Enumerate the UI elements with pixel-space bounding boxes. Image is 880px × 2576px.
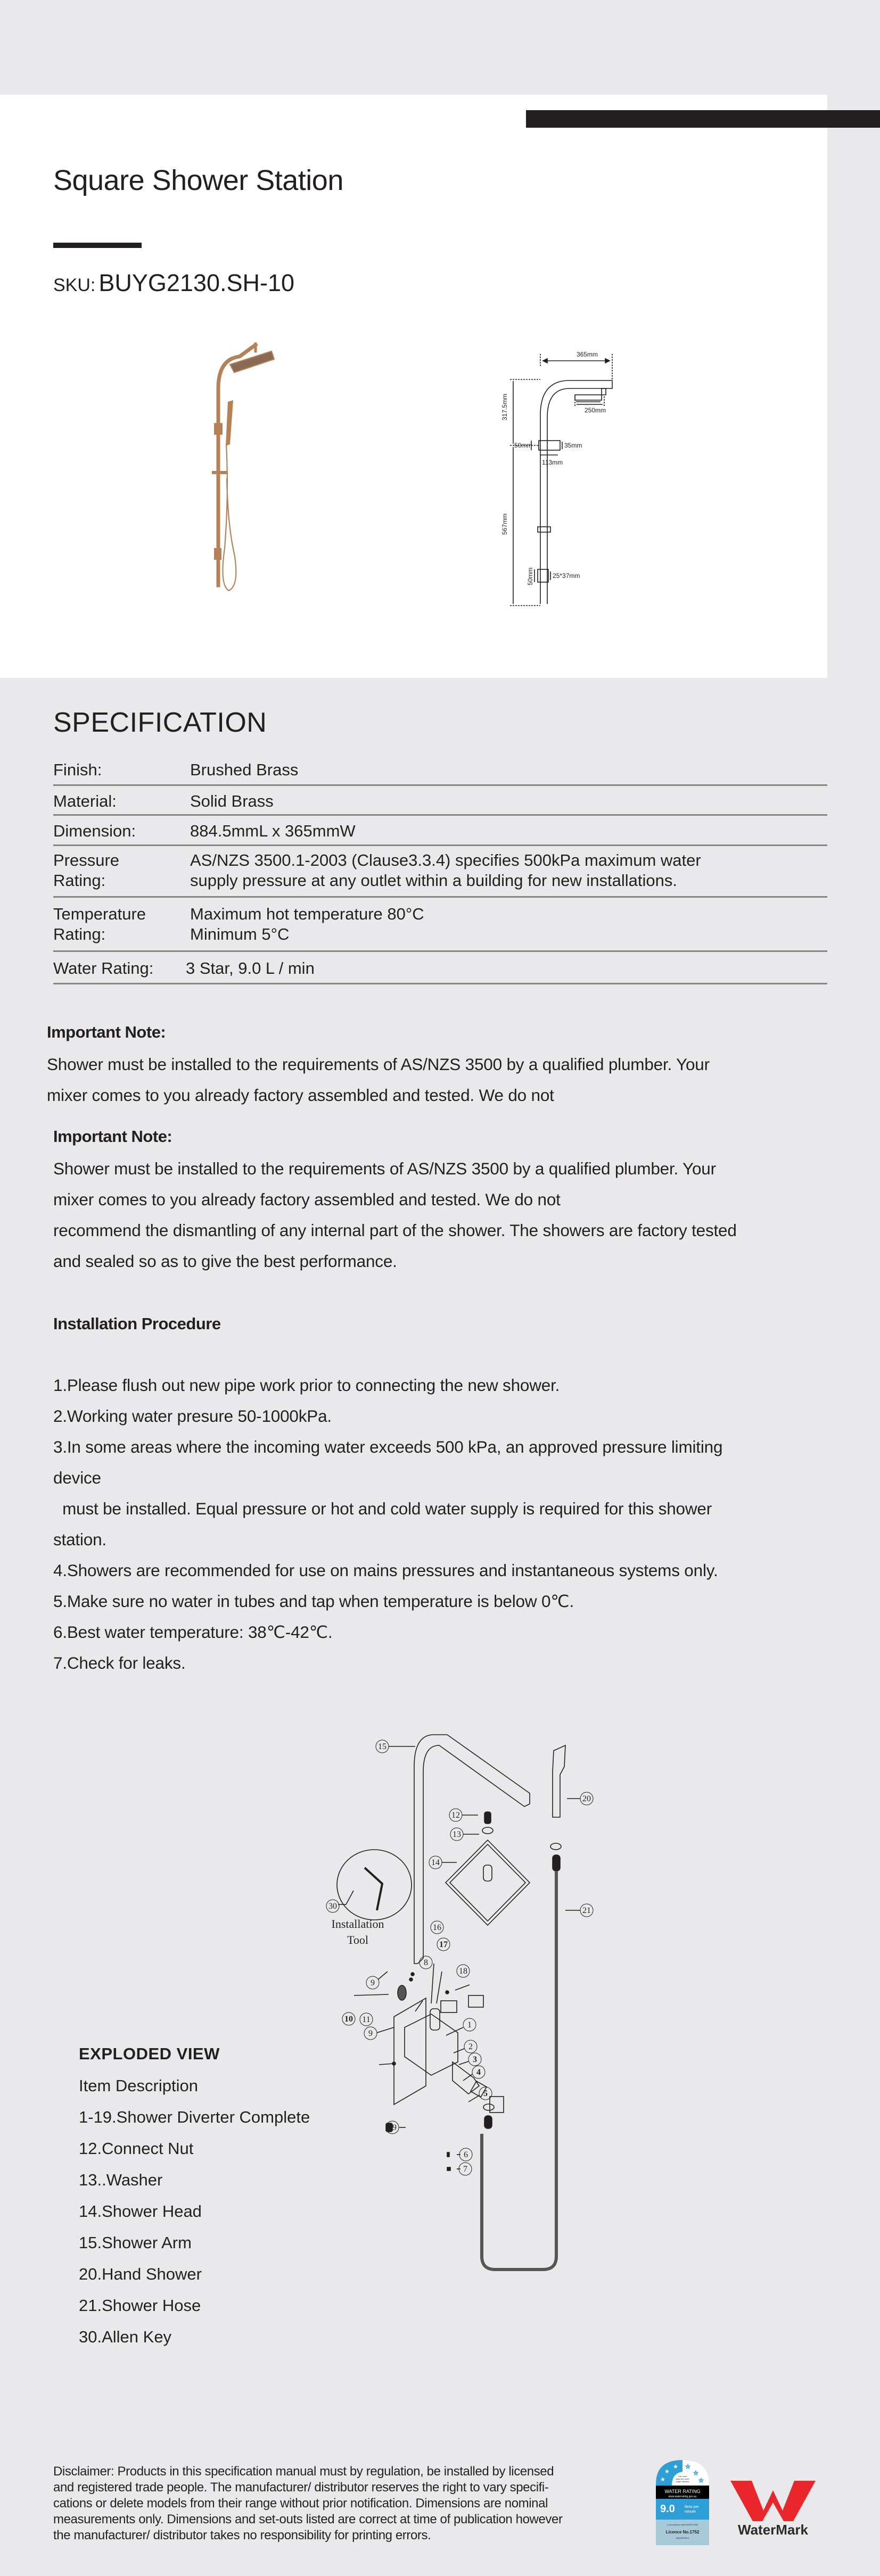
svg-text:18: 18 bbox=[459, 1967, 467, 1976]
exploded-item: 15.Shower Arm bbox=[79, 2233, 192, 2252]
callout bbox=[580, 1792, 593, 1805]
dim-label: 365mm bbox=[577, 351, 598, 358]
dim-label: 113mm bbox=[542, 459, 563, 466]
wall-plate-part bbox=[394, 1998, 426, 2105]
svg-text:AQUAPERLA: AQUAPERLA bbox=[676, 2537, 689, 2539]
svg-text:16: 16 bbox=[433, 1923, 441, 1932]
sku-label: SKU: bbox=[53, 275, 96, 295]
note-line: Shower must be installed to the requirements of AS/NZS 3500 by a qualified plumber. Your bbox=[47, 1055, 710, 1074]
spec-value: supply pressure at any outlet within a building for new installations. bbox=[190, 871, 678, 890]
svg-text:☆: ☆ bbox=[693, 2470, 698, 2476]
disclaimer bbox=[53, 2464, 628, 2544]
svg-text:9: 9 bbox=[371, 1978, 375, 1987]
svg-text:13: 13 bbox=[453, 1830, 461, 1839]
svg-text:stars the more: stars the more bbox=[676, 2478, 689, 2480]
callout bbox=[376, 1740, 389, 1753]
svg-text:19: 19 bbox=[388, 2123, 397, 2132]
spec-label: Pressure bbox=[53, 851, 120, 869]
svg-text:6: 6 bbox=[464, 2150, 468, 2159]
callout bbox=[459, 2163, 472, 2175]
note-line: Shower must be installed to the requirements of AS/NZS 3500 by a qualified plumber. Your bbox=[53, 1159, 716, 1178]
spec-row-dimension bbox=[53, 816, 827, 846]
disclaimer-line: and registered trade people. The manufacturer/ distributor reserves the right to vary specifi- bbox=[53, 2480, 549, 2495]
spec-label: Finish: bbox=[53, 760, 102, 779]
header-accent-bar bbox=[526, 110, 880, 128]
spec-label: Dimension: bbox=[53, 822, 136, 840]
svg-text:3: 3 bbox=[473, 2055, 477, 2064]
callout bbox=[457, 1965, 470, 1977]
svg-text:5: 5 bbox=[483, 2089, 488, 2098]
important-note-heading-1: Important Note: bbox=[47, 1023, 166, 1041]
callout bbox=[468, 2053, 481, 2066]
callout bbox=[464, 2040, 477, 2053]
svg-text:8: 8 bbox=[424, 1958, 428, 1967]
callout bbox=[437, 1938, 450, 1951]
callout bbox=[472, 2066, 485, 2078]
callout bbox=[463, 2018, 476, 2031]
dim-label: 567mm bbox=[501, 513, 508, 535]
spec-label: Rating: bbox=[53, 871, 106, 890]
svg-text:17: 17 bbox=[439, 1940, 448, 1949]
specification-heading: SPECIFICATION bbox=[53, 707, 267, 738]
spec-row-water-rating bbox=[53, 952, 827, 984]
svg-text:In accordance with AS/NZS 6400: In accordance with AS/NZS 6400 bbox=[667, 2523, 698, 2526]
svg-text:21: 21 bbox=[582, 1906, 591, 1915]
svg-text:20: 20 bbox=[582, 1794, 591, 1803]
product-photo bbox=[202, 335, 277, 601]
installation-step: 5.Make sure no water in tubes and tap when temperature is below 0℃. bbox=[53, 1592, 574, 1611]
exploded-view-diagram bbox=[319, 1713, 852, 2384]
callout bbox=[580, 1904, 593, 1917]
callout bbox=[360, 2013, 373, 2026]
spec-label: Rating: bbox=[53, 925, 106, 943]
callout bbox=[449, 1809, 462, 1821]
exploded-item: 13..Washer bbox=[79, 2171, 163, 2189]
svg-text:1: 1 bbox=[467, 2020, 472, 2030]
dim-label: 50mm bbox=[514, 442, 532, 449]
spec-row-temperature-rating bbox=[53, 898, 827, 952]
brass-shower-rail-image bbox=[212, 344, 274, 591]
spec-value: Solid Brass bbox=[190, 792, 274, 810]
svg-text:9: 9 bbox=[368, 2029, 373, 2038]
svg-text:☆: ☆ bbox=[698, 2478, 704, 2484]
shower-arm-part bbox=[414, 1735, 530, 1964]
installation-step: station. bbox=[53, 1530, 106, 1549]
installation-step: 4.Showers are recommended for use on mains pressures and instantaneous systems only. bbox=[53, 1561, 718, 1580]
sku-value: BUYG2130.SH-10 bbox=[98, 269, 295, 296]
svg-text:12: 12 bbox=[451, 1811, 460, 1820]
exploded-item: 1-19.Shower Diverter Complete bbox=[79, 2108, 310, 2126]
dimension-drawing bbox=[495, 335, 735, 612]
spec-label: Water Rating: bbox=[53, 959, 154, 978]
disclaimer-line: measurements only. Dimensions and set-outs listed are correct at time of publication however bbox=[53, 2512, 563, 2527]
svg-text:The more: The more bbox=[678, 2475, 687, 2478]
callout bbox=[431, 1921, 443, 1934]
callout bbox=[450, 1828, 463, 1841]
sku bbox=[53, 269, 294, 297]
svg-text:4: 4 bbox=[476, 2068, 481, 2077]
svg-text:WaterMark: WaterMark bbox=[738, 2522, 808, 2537]
svg-text:15: 15 bbox=[378, 1742, 386, 1751]
rail-outline bbox=[540, 380, 612, 604]
installation-step: device bbox=[53, 1468, 101, 1487]
installation-step: 1.Please flush out new pipe work prior to connecting the new shower. bbox=[53, 1376, 560, 1395]
installation-step: 2.Working water presure 50-1000kPa. bbox=[53, 1406, 332, 1426]
svg-text:★: ★ bbox=[664, 2469, 670, 2475]
svg-text:7: 7 bbox=[463, 2165, 467, 2174]
disclaimer-line: Disclaimer: Products in this specification manual must by regulation, be installed by licensed bbox=[53, 2464, 554, 2479]
callout bbox=[459, 2148, 472, 2161]
spec-row-pressure-rating bbox=[53, 846, 827, 898]
spec-value: 3 Star, 9.0 L / min bbox=[186, 959, 315, 978]
callout bbox=[342, 2012, 355, 2025]
water-rating-title: WATER RATING bbox=[664, 2489, 701, 2494]
dim-label: 50mm bbox=[527, 567, 534, 585]
installation-step: 6.Best water temperature: 38℃-42℃. bbox=[53, 1622, 333, 1642]
callout bbox=[364, 2027, 377, 2040]
callout bbox=[429, 1856, 442, 1869]
disclaimer-line: cations or delete models from their range without prior notification. Dimensions are nominal bbox=[53, 2496, 548, 2511]
exploded-item: 20.Hand Shower bbox=[79, 2265, 202, 2283]
installation-step: must be installed. Equal pressure or hot and cold water supply is required for this shower bbox=[53, 1499, 712, 1518]
note-line: mixer comes to you already factory assembled and tested. We do not bbox=[53, 1190, 561, 1209]
product-title: Square Shower Station bbox=[53, 164, 343, 196]
water-rating-value: 9.0 bbox=[660, 2503, 675, 2515]
callout bbox=[366, 1976, 379, 1989]
callout bbox=[386, 2121, 399, 2134]
callout bbox=[420, 1956, 432, 1969]
installation-tool-label: Tool bbox=[347, 1933, 369, 1947]
disclaimer-line: the manufacturer/ distributor takes no responsibility for printing errors. bbox=[53, 2528, 431, 2542]
spec-row-material bbox=[53, 786, 827, 816]
note-line: recommend the dismantling of any internal part of the shower. The showers are factory tested bbox=[53, 1221, 737, 1240]
installation-tool-circle bbox=[337, 1850, 412, 1920]
shower-head-part bbox=[446, 1840, 530, 1925]
svg-text:10: 10 bbox=[344, 2015, 353, 2024]
installation-step: 3.In some areas where the incoming water exceeds 500 kPa, an approved pressure limiting bbox=[53, 1437, 723, 1456]
dim-label: 35mm bbox=[564, 442, 582, 449]
svg-text:11: 11 bbox=[362, 2015, 371, 2024]
svg-text:2: 2 bbox=[468, 2042, 473, 2051]
callout-labels bbox=[326, 1740, 593, 2175]
spec-label: Material: bbox=[53, 792, 117, 810]
svg-text:Licence No.1752: Licence No.1752 bbox=[665, 2530, 700, 2534]
spec-value: Brushed Brass bbox=[190, 760, 299, 779]
callout bbox=[479, 2087, 492, 2100]
svg-text:water efficient: water efficient bbox=[676, 2480, 689, 2483]
callout bbox=[326, 1900, 339, 1912]
svg-text:minute: minute bbox=[685, 2510, 696, 2514]
exploded-item: 14.Shower Head bbox=[79, 2202, 202, 2221]
installation-heading: Installation Procedure bbox=[53, 1314, 221, 1333]
watermark-logo bbox=[730, 2473, 816, 2537]
watermark-w-icon bbox=[730, 2481, 816, 2521]
spec-value: 884.5mmL x 365mmW bbox=[190, 822, 356, 840]
dim-label: 25*37mm bbox=[553, 572, 580, 579]
exploded-view-heading: EXPLODED VIEW bbox=[79, 2044, 220, 2063]
spec-value: Maximum hot temperature 80°C bbox=[190, 905, 424, 923]
title-underline bbox=[53, 243, 142, 248]
svg-text:☆: ☆ bbox=[685, 2464, 690, 2470]
exploded-item: 12.Connect Nut bbox=[79, 2139, 194, 2158]
exploded-item: Item Description bbox=[79, 2076, 198, 2095]
water-rating-badge bbox=[656, 2460, 709, 2545]
note-line: and sealed so as to give the best performance. bbox=[53, 1252, 397, 1271]
hand-shower-part bbox=[553, 1745, 565, 1817]
installation-step: 7.Check for leaks. bbox=[53, 1653, 186, 1672]
svg-text:14: 14 bbox=[431, 1858, 440, 1867]
svg-text:★: ★ bbox=[660, 2476, 665, 2483]
dim-label: 250mm bbox=[585, 407, 606, 414]
installation-tool-label: Installation bbox=[331, 1917, 384, 1931]
svg-text:★: ★ bbox=[673, 2464, 678, 2470]
note-line: mixer comes to you already factory assembled and tested. We do not bbox=[47, 1086, 554, 1105]
spec-value: Minimum 5°C bbox=[190, 925, 290, 943]
important-note-heading-2: Important Note: bbox=[53, 1127, 172, 1146]
svg-text:litres per: litres per bbox=[685, 2505, 699, 2509]
exploded-item: 30.Allen Key bbox=[79, 2327, 172, 2346]
specification-table bbox=[53, 756, 827, 984]
spec-value: AS/NZS 3500.1-2003 (Clause3.3.4) specifies 500kPa maximum water bbox=[190, 851, 701, 869]
svg-text:30: 30 bbox=[328, 1902, 337, 1911]
exploded-item: 21.Shower Hose bbox=[79, 2296, 201, 2315]
spec-row-finish bbox=[53, 756, 827, 786]
svg-text:www.waterrating.gov.au: www.waterrating.gov.au bbox=[668, 2495, 697, 2498]
dim-label: 317.5mm bbox=[501, 393, 508, 420]
spec-label: Temperature bbox=[53, 905, 146, 923]
